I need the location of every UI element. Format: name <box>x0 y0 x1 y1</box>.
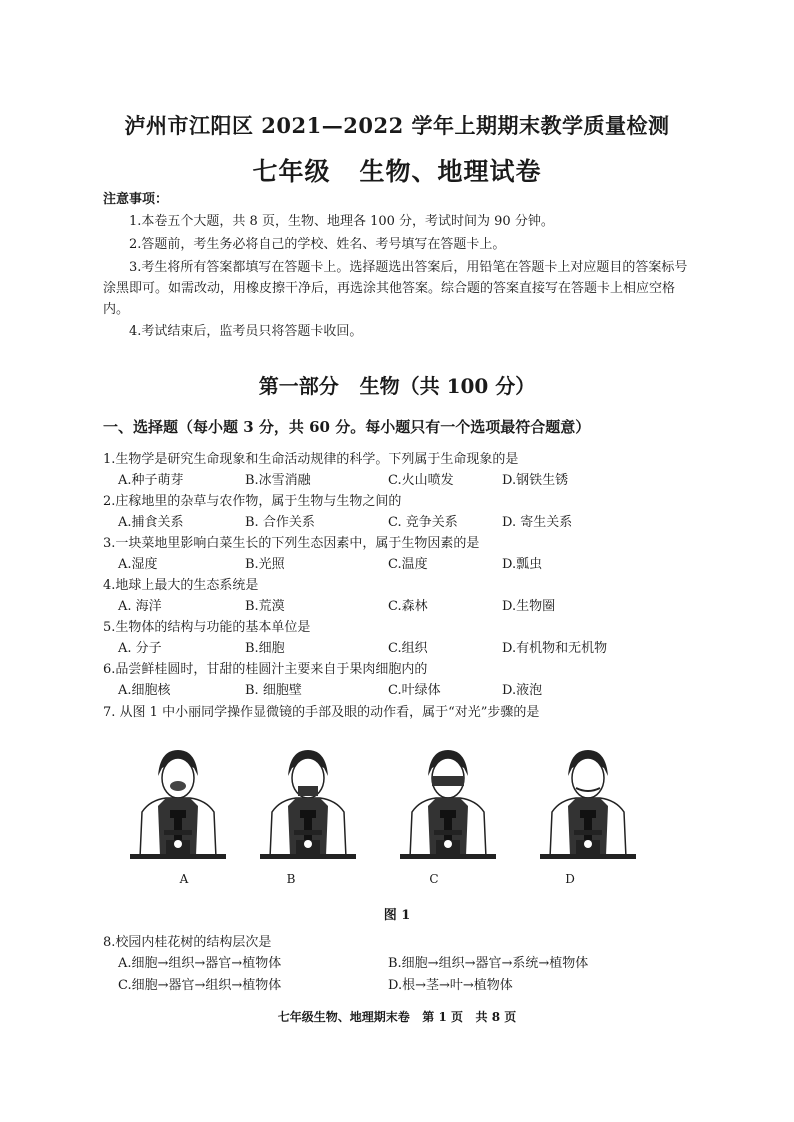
question-1-option-a: A.种子萌芽 <box>118 473 184 488</box>
question-2-option-d: D. 寄生关系 <box>502 515 573 530</box>
page-footer: 七年级生物、地理期末卷 第 1 页 共 8 页 <box>277 1010 517 1024</box>
question-6-option-d: D.液泡 <box>502 683 543 698</box>
question-8-option-a: A.细胞→组织→器官→植物体 <box>118 956 282 971</box>
question-6-option-b: B. 细胞壁 <box>245 683 302 698</box>
question-3-option-d: D.瓢虫 <box>502 557 543 572</box>
question-4-option-a: A. 海洋 <box>118 599 162 614</box>
figure-microscope-students <box>130 746 650 866</box>
question-4-option-b: B.荒漠 <box>245 599 285 614</box>
question-2-option-a: A.捕食关系 <box>118 515 184 530</box>
question-5-option-d: D.有机物和无机物 <box>502 641 608 656</box>
note-item-3: 3.考生将所有答案都填写在答题卡上。选择题选出答案后，用铅笔在答题卡上对应题目的答案标号涂黑即可。如需改动，用橡皮擦干净后，再选涂其他答案。综合题的答案直接写在答题卡上相应空格内。 <box>103 260 688 317</box>
question-6-option-c: C.叶绿体 <box>388 683 441 698</box>
exam-subtitle: 七年级 生物、地理试卷 <box>252 157 542 186</box>
question-5-option-c: C.组织 <box>388 641 428 656</box>
figure-student-a <box>130 750 226 859</box>
question-4-option-d: D.生物圈 <box>502 599 556 614</box>
question-8-option-b: B.细胞→组织→器官→系统→植物体 <box>388 956 589 971</box>
exam-title: 泸州市江阳区 2021—2022 学年上期期末教学质量检测 <box>124 113 670 138</box>
figure-label-a: A <box>179 872 189 886</box>
question-1-stem: 1.生物学是研究生命现象和生命活动规律的科学。下列属于生命现象的是 <box>103 452 519 467</box>
question-3-option-a: A.湿度 <box>118 557 158 572</box>
figure-label-c: C <box>429 872 439 886</box>
question-5-stem: 5.生物体的结构与功能的基本单位是 <box>103 620 311 635</box>
figure-caption: 图 1 <box>383 908 411 923</box>
question-8-stem: 8.校园内桂花树的结构层次是 <box>103 935 272 950</box>
question-6-stem: 6.品尝鲜桂圆时，甘甜的桂圆汁主要来自于果肉细胞内的 <box>103 662 428 677</box>
question-2-option-c: C. 竞争关系 <box>388 515 458 530</box>
question-3-option-b: B.光照 <box>245 557 285 572</box>
notes-heading: 注意事项： <box>103 192 169 207</box>
figure-label-b: B <box>286 872 296 886</box>
question-8-option-d: D.根→茎→叶→植物体 <box>388 978 513 993</box>
question-5-option-a: A. 分子 <box>118 641 162 656</box>
question-3-stem: 3.一块菜地里影响白菜生长的下列生态因素中，属于生物因素的是 <box>103 536 480 551</box>
question-2-option-b: B. 合作关系 <box>245 515 315 530</box>
figure-student-c <box>400 750 496 859</box>
part-title: 第一部分 生物（共 100 分） <box>258 374 536 398</box>
question-7-stem: 7. 从图 1 中小丽同学操作显微镜的手部及眼的动作看，属于“对光”步骤的是 <box>103 705 540 720</box>
figure-label-d: D <box>565 872 575 886</box>
question-3-option-c: C.温度 <box>388 557 428 572</box>
question-5-option-b: B.细胞 <box>245 641 285 656</box>
figure-student-b <box>260 750 356 859</box>
question-6-option-a: A.细胞核 <box>118 683 171 698</box>
note-item-2: 2.答题前，考生务必将自己的学校、姓名、考号填写在答题卡上。 <box>129 237 506 252</box>
section-title: 一、选择题（每小题 3 分，共 60 分。每小题只有一个选项最符合题意） <box>103 418 591 436</box>
figure-student-d <box>540 750 636 859</box>
question-1-option-c: C.火山喷发 <box>388 473 454 488</box>
question-1-option-d: D.钢铁生锈 <box>502 473 569 488</box>
note-item-1: 1.本卷五个大题，共 8 页，生物、地理各 100 分，考试时间为 90 分钟。 <box>129 214 554 229</box>
question-4-option-c: C.森林 <box>388 599 428 614</box>
note-item-4: 4.考试结束后，监考员只将答题卡收回。 <box>129 324 363 339</box>
question-1-option-b: B.冰雪消融 <box>245 473 311 488</box>
question-4-stem: 4.地球上最大的生态系统是 <box>103 578 259 593</box>
question-2-stem: 2.庄稼地里的杂草与农作物，属于生物与生物之间的 <box>103 494 402 509</box>
question-8-option-c: C.细胞→器官→组织→植物体 <box>118 978 282 993</box>
